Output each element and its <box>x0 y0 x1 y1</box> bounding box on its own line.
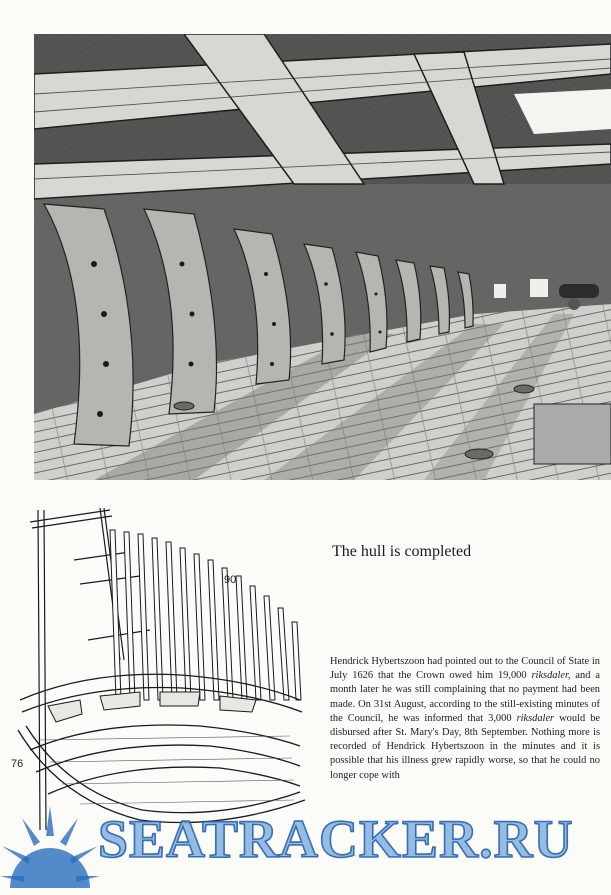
hull-frames-drawing <box>0 500 318 830</box>
body-riksdaler-1: riksdaler, <box>531 670 571 682</box>
figure-label-76: 76 <box>11 758 24 770</box>
gun-deck-illustration <box>34 34 611 480</box>
body-text-part-1: Hendrick Hybertszoon had pointed out to the Council of State in July 1626 that the Crown owed him 19,000 <box>330 656 600 682</box>
body-text-part-3: would be disbursed after St. Mary's Day, 8th September. Nothing more is recorded of Hendrick Hybertszoon in the minutes and it is possible that his illness grew rapidly worse, so that he could no longer cope with <box>330 712 600 781</box>
body-riksdaler-2: riksdaler <box>516 712 555 724</box>
section-heading: The hull is completed <box>332 543 472 560</box>
body-text-part-2: and a month later he was still complaining that no payment had been made. On 31st August, according to the still-existing minutes of the Council, he was informed that 3,000 <box>330 670 600 724</box>
figure-label-90: 90 <box>224 574 237 586</box>
watermark-text: SEATRACKER.RU <box>98 809 574 869</box>
body-paragraph <box>330 655 600 783</box>
